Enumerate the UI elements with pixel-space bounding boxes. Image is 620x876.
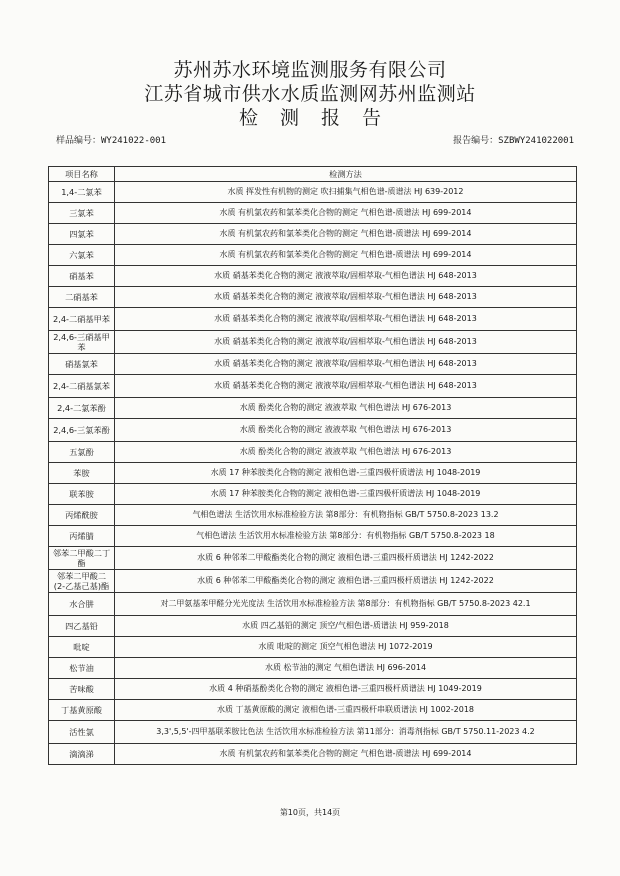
item-name-cell: 丁基黄原酸 bbox=[49, 700, 115, 721]
header-item-name: 项目名称 bbox=[49, 167, 115, 182]
test-method-cell: 水质 有机氯农药和氯苯类化合物的测定 气相色谱-质谱法 HJ 699-2014 bbox=[115, 245, 577, 266]
test-method-cell: 水质 有机氯农药和氯苯类化合物的测定 气相色谱-质谱法 HJ 699-2014 bbox=[115, 224, 577, 245]
station-name: 江苏省城市供水水质监测网苏州监测站 bbox=[144, 83, 476, 105]
table-row bbox=[49, 700, 577, 721]
table-row bbox=[49, 287, 577, 308]
table-row bbox=[49, 505, 577, 526]
item-name-cell: 松节油 bbox=[49, 658, 115, 679]
item-name-cell: 六氯苯 bbox=[49, 245, 115, 266]
table-row bbox=[49, 419, 577, 442]
item-name-cell: 邻苯二甲酸二(2-乙基己基)酯 bbox=[49, 570, 115, 593]
table-row bbox=[49, 526, 577, 547]
report-title: 检测报告 bbox=[238, 107, 403, 129]
sample-number: 样品编号：WY241022-001 bbox=[56, 136, 167, 146]
item-name-cell: 苦味酸 bbox=[49, 679, 115, 700]
item-name-cell: 1,4-二氯苯 bbox=[49, 182, 115, 203]
item-name-cell: 硝基氯苯 bbox=[49, 354, 115, 375]
table-row bbox=[49, 442, 577, 463]
item-name-cell: 丙烯酰胺 bbox=[49, 505, 115, 526]
test-method-cell: 水质 吡啶的测定 顶空气相色谱法 HJ 1072-2019 bbox=[115, 637, 577, 658]
test-method-cell: 水质 硝基苯类化合物的测定 液液萃取/固相萃取-气相色谱法 HJ 648-2013 bbox=[115, 354, 577, 375]
table-row bbox=[49, 224, 577, 245]
test-method-cell: 水质 硝基苯类化合物的测定 液液萃取/固相萃取-气相色谱法 HJ 648-2013 bbox=[115, 375, 577, 398]
item-name-cell: 吡啶 bbox=[49, 637, 115, 658]
table-row bbox=[49, 182, 577, 203]
item-name-cell: 2,4-二硝基氯苯 bbox=[49, 375, 115, 398]
table-row bbox=[49, 463, 577, 484]
item-name-cell: 二硝基苯 bbox=[49, 287, 115, 308]
test-method-cell: 水质 硝基苯类化合物的测定 液液萃取/固相萃取-气相色谱法 HJ 648-2013 bbox=[115, 266, 577, 287]
test-method-cell: 水质 6 种邻苯二甲酸酯类化合物的测定 液相色谱-三重四极杆质谱法 HJ 1242-2022 bbox=[115, 570, 577, 593]
test-method-cell: 水质 硝基苯类化合物的测定 液液萃取/固相萃取-气相色谱法 HJ 648-2013 bbox=[115, 287, 577, 308]
page-number: 第10页，共14页 bbox=[279, 808, 341, 817]
item-name-cell: 2,4,6-三氯苯酚 bbox=[49, 419, 115, 442]
test-method-cell: 水质 6 种邻苯二甲酸酯类化合物的测定 液相色谱-三重四极杆质谱法 HJ 1242-2022 bbox=[115, 547, 577, 570]
table-row bbox=[49, 547, 577, 570]
item-name-cell: 三氯苯 bbox=[49, 203, 115, 224]
test-method-cell: 水质 有机氯农药和氯苯类化合物的测定 气相色谱-质谱法 HJ 699-2014 bbox=[115, 744, 577, 765]
table-row bbox=[49, 616, 577, 637]
item-name-cell: 2,4-二硝基甲苯 bbox=[49, 308, 115, 331]
item-name-cell: 四乙基铅 bbox=[49, 616, 115, 637]
table-row bbox=[49, 744, 577, 765]
test-method-cell: 水质 有机氯农药和氯苯类化合物的测定 气相色谱-质谱法 HJ 699-2014 bbox=[115, 203, 577, 224]
table-row bbox=[49, 266, 577, 287]
table-row bbox=[49, 308, 577, 331]
item-name-cell: 邻苯二甲酸二丁酯 bbox=[49, 547, 115, 570]
item-name-cell: 2,4,6-三硝基甲苯 bbox=[49, 331, 115, 354]
item-name-cell: 水合肼 bbox=[49, 593, 115, 616]
table-row bbox=[49, 203, 577, 224]
table-row bbox=[49, 398, 577, 419]
report-number: 报告编号：SZBWY241022001 bbox=[453, 136, 574, 146]
item-name-cell: 2,4-二氯苯酚 bbox=[49, 398, 115, 419]
table-row bbox=[49, 637, 577, 658]
company-name: 苏州苏水环境监测服务有限公司 bbox=[173, 59, 447, 81]
item-name-cell: 苯胺 bbox=[49, 463, 115, 484]
test-method-cell: 气相色谱法 生活饮用水标准检验方法 第8部分：有机物指标 GB/T 5750.8-2023 18 bbox=[115, 526, 577, 547]
item-name-cell: 滴滴涕 bbox=[49, 744, 115, 765]
test-method-cell: 对二甲氨基苯甲醛分光光度法 生活饮用水标准检验方法 第8部分：有机物指标 GB/T 5750.8-2023 42.1 bbox=[115, 593, 577, 616]
test-method-cell: 水质 硝基苯类化合物的测定 液液萃取/固相萃取-气相色谱法 HJ 648-2013 bbox=[115, 308, 577, 331]
test-method-cell: 水质 硝基苯类化合物的测定 液液萃取/固相萃取-气相色谱法 HJ 648-2013 bbox=[115, 331, 577, 354]
test-method-cell: 气相色谱法 生活饮用水标准检验方法 第8部分：有机物指标 GB/T 5750.8-2023 13.2 bbox=[115, 505, 577, 526]
item-name-cell: 硝基苯 bbox=[49, 266, 115, 287]
test-method-cell: 水质 酚类化合物的测定 液液萃取 气相色谱法 HJ 676-2013 bbox=[115, 442, 577, 463]
test-method-cell: 水质 酚类化合物的测定 液液萃取 气相色谱法 HJ 676-2013 bbox=[115, 419, 577, 442]
item-name-cell: 联苯胺 bbox=[49, 484, 115, 505]
item-name-cell: 丙烯腈 bbox=[49, 526, 115, 547]
report-header bbox=[0, 58, 620, 130]
item-name-cell: 活性氯 bbox=[49, 721, 115, 744]
item-name-cell: 四氯苯 bbox=[49, 224, 115, 245]
table-row bbox=[49, 484, 577, 505]
table-header-row bbox=[49, 167, 577, 182]
test-method-cell: 水质 四乙基铅的测定 顶空/气相色谱-质谱法 HJ 959-2018 bbox=[115, 616, 577, 637]
test-method-cell: 水质 松节油的测定 气相色谱法 HJ 696-2014 bbox=[115, 658, 577, 679]
header-test-method: 检测方法 bbox=[115, 167, 577, 182]
test-method-cell: 水质 丁基黄原酸的测定 液相色谱-三重四极杆串联质谱法 HJ 1002-2018 bbox=[115, 700, 577, 721]
test-method-cell: 水质 酚类化合物的测定 液液萃取 气相色谱法 HJ 676-2013 bbox=[115, 398, 577, 419]
test-method-cell: 水质 17 种苯胺类化合物的测定 液相色谱-三重四极杆质谱法 HJ 1048-2019 bbox=[115, 463, 577, 484]
item-name-cell: 五氯酚 bbox=[49, 442, 115, 463]
table-row bbox=[49, 721, 577, 744]
table-row bbox=[49, 679, 577, 700]
test-method-cell: 水质 4 种硝基酚类化合物的测定 液相色谱-三重四极杆质谱法 HJ 1049-2019 bbox=[115, 679, 577, 700]
test-method-cell: 水质 挥发性有机物的测定 吹扫捕集气相色谱-质谱法 HJ 639-2012 bbox=[115, 182, 577, 203]
test-method-table bbox=[48, 166, 577, 765]
table-row bbox=[49, 593, 577, 616]
table-row bbox=[49, 354, 577, 375]
test-method-cell: 3,3',5,5'-四甲基联苯胺比色法 生活饮用水标准检验方法 第11部分：消毒剂指标 GB/T 5750.11-2023 4.2 bbox=[115, 721, 577, 744]
table-row bbox=[49, 331, 577, 354]
table-row bbox=[49, 245, 577, 266]
table-row bbox=[49, 375, 577, 398]
test-method-cell: 水质 17 种苯胺类化合物的测定 液相色谱-三重四极杆质谱法 HJ 1048-2019 bbox=[115, 484, 577, 505]
table-row bbox=[49, 570, 577, 593]
table-row bbox=[49, 658, 577, 679]
